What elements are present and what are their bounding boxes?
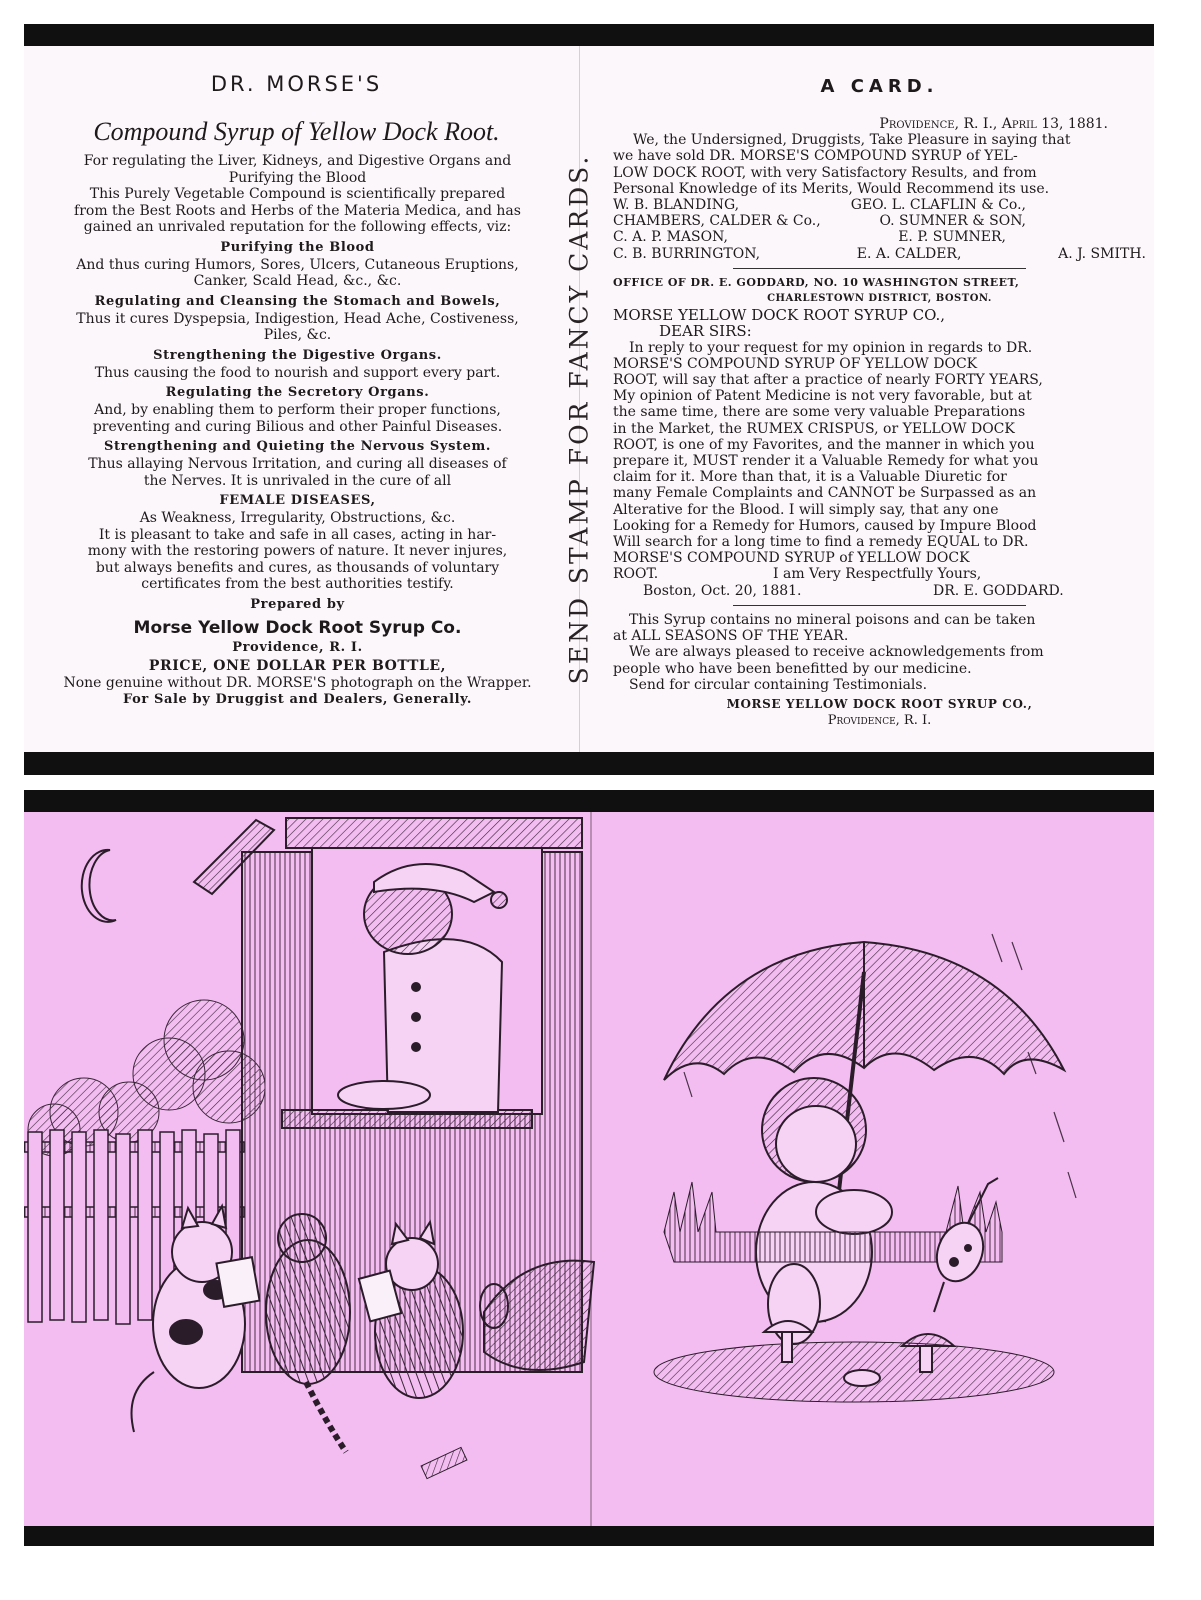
- company-location: Providence, R. I.: [232, 639, 363, 655]
- section-heading: Regulating and Cleansing the Stomach and Bowels,: [94, 293, 501, 309]
- divider-rule: [733, 268, 1026, 269]
- section-text: preventing and curing Bilious and other Painful Diseases.: [92, 418, 503, 435]
- footer-location: Providence, R. I.: [827, 712, 932, 728]
- closing-line: It is pleasant to take and safe in all cases, acting in har-: [98, 526, 497, 543]
- section-heading: Strengthening and Quieting the Nervous System.: [104, 439, 491, 454]
- druggist-name: CHAMBERS, CALDER & Co.,: [613, 213, 821, 230]
- divider-rule: [733, 605, 1026, 606]
- ad-subtitle: Compound Syrup of Yellow Dock Root.: [93, 117, 500, 146]
- company-name: Morse Yellow Dock Root Syrup Co.: [133, 617, 462, 638]
- advertisement-panel: [24, 46, 569, 709]
- price-line: PRICE, ONE DOLLAR PER BOTTLE,: [148, 657, 447, 674]
- druggist-name: GEO. L. CLAFLIN & Co.,: [850, 197, 1026, 214]
- letter-line: ROOT, is one of my Favorites, and the manner in which you: [613, 436, 1035, 453]
- note-line: people who have been benefitted by our medicine.: [613, 660, 972, 677]
- section-text: Thus allaying Nervous Irritation, and curing all diseases of: [88, 456, 507, 472]
- prepared-by: Prepared by: [250, 596, 345, 612]
- bottom-frame-bar: [24, 1526, 1154, 1546]
- letter-line: MORSE'S COMPOUND SYRUP of YELLOW DOCK: [613, 550, 970, 567]
- section-heading: Strengthening the Digestive Organs.: [153, 347, 442, 363]
- section-heading: FEMALE DISEASES,: [219, 493, 376, 508]
- desc-line: from the Best Roots and Herbs of the Materia Medica, and has: [74, 202, 521, 219]
- section-text: Thus it cures Dyspepsia, Indigestion, Head Ache, Costiveness,: [76, 310, 519, 327]
- intro-line: we have sold DR. MORSE'S COMPOUND SYRUP of YEL-: [613, 148, 1018, 165]
- section-text: the Nerves. It is unrivaled in the cure of all: [143, 472, 452, 489]
- letter-line: many Female Complaints and CANNOT be Surpassed as an: [613, 485, 1037, 502]
- brick-icon: [421, 1447, 467, 1478]
- intro-line: Purifying the Blood: [228, 169, 367, 186]
- card-title: A CARD.: [820, 76, 939, 97]
- section-text: Canker, Scald Head, &c., &c.: [193, 273, 402, 289]
- intro-line: LOW DOCK ROOT, with very Satisfactory Results, and from: [613, 164, 1037, 181]
- place-date: Boston, Oct. 20, 1881.: [643, 582, 802, 599]
- section-text: Thus causing the food to nourish and support every part.: [94, 364, 501, 381]
- letter-line: claim for it. More than that, it is a Valuable Diuretic for: [613, 469, 1007, 486]
- druggist-name: E. P. SUMNER,: [898, 229, 1006, 246]
- note-line: Send for circular containing Testimonials.: [629, 676, 928, 693]
- letter-line: MORSE'S COMPOUND SYRUP OF YELLOW DOCK: [613, 355, 978, 372]
- signature: DR. E. GODDARD.: [933, 582, 1064, 599]
- signature-row: [613, 583, 1146, 599]
- sign-off: I am Very Respectfully Yours,: [773, 566, 982, 583]
- druggist-name: C. B. BURRINGTON,: [613, 245, 761, 262]
- druggist-name: O. SUMNER & SON,: [879, 213, 1026, 230]
- intro-line: Personal Knowledge of its Merits, Would Recommend its use.: [613, 180, 1050, 197]
- letter-line: the same time, there are some very valuable Preparations: [613, 404, 1026, 421]
- druggist-row: [613, 246, 1146, 262]
- addressee: MORSE YELLOW DOCK ROOT SYRUP CO.,: [613, 306, 946, 325]
- note-line: at ALL SEASONS OF THE YEAR.: [613, 628, 849, 645]
- section-text: And, by enabling them to perform their proper functions,: [94, 402, 501, 418]
- note-line: We are always pleased to receive acknowledgements from: [629, 644, 1044, 661]
- sale-line: For Sale by Druggist and Dealers, Generally.: [123, 692, 472, 707]
- child-figure: [756, 1078, 892, 1344]
- section-text: And thus curing Humors, Sores, Ulcers, Cutaneous Eruptions,: [76, 256, 519, 273]
- child-umbrella-scene: [654, 934, 1076, 1402]
- letter-line: Looking for a Remedy for Humors, caused by Impure Blood: [613, 517, 1037, 534]
- footer-company: MORSE YELLOW DOCK ROOT SYRUP CO.,: [726, 696, 1033, 711]
- cats-serenade-scene: [24, 818, 594, 1479]
- desc-line: This Purely Vegetable Compound is scientifically prepared: [89, 186, 506, 202]
- genuine-line: None genuine without DR. MORSE'S photograph on the Wrapper.: [63, 674, 532, 691]
- middle-frame-bar-2: [24, 790, 1154, 812]
- moon-icon: [82, 850, 116, 922]
- office-line: OFFICE OF DR. E. GODDARD, NO. 10 WASHINGTON STREET,: [613, 275, 1020, 289]
- ad-title: DR. MORSE'S: [210, 72, 383, 96]
- druggist-row: [613, 197, 1146, 213]
- druggist-name: W. B. BLANDING,: [613, 197, 740, 214]
- druggist-name: E. A. CALDER,: [856, 245, 962, 262]
- druggist-row: [613, 229, 1146, 245]
- letter-line: ROOT, will say that after a practice of nearly FORTY YEARS,: [613, 372, 1043, 389]
- salutation: DEAR SIRS:: [659, 322, 752, 341]
- dateline: Providence, R. I., April 13, 1881.: [879, 116, 1108, 132]
- note-line: This Syrup contains no mineral poisons and can be taken: [629, 611, 1036, 628]
- testimonial-panel: [613, 46, 1146, 729]
- middle-frame-bar: [24, 752, 1154, 775]
- closing-line: mony with the restoring powers of nature. It never injures,: [87, 543, 508, 559]
- letter-line: Will search for a long time to find a remedy EQUAL to DR.: [613, 534, 1029, 551]
- letter-close-row: [613, 566, 1146, 582]
- trade-card-front: [24, 812, 1154, 1526]
- top-frame-bar: [24, 24, 1154, 46]
- letter-line: in the Market, the RUMEX CRISPUS, or YELLOW DOCK: [613, 420, 1015, 437]
- druggist-name: A. J. SMITH.: [1058, 245, 1146, 262]
- section-heading: Purifying the Blood: [220, 239, 375, 255]
- letter-line: Alterative for the Blood. I will simply say, that any one: [613, 501, 999, 518]
- illustrations: [24, 812, 1154, 1526]
- section-text: Piles, &c.: [263, 327, 332, 343]
- send-stamp-vertical-text: SEND STAMP FOR FANCY CARDS.: [564, 153, 594, 685]
- office-line: CHARLESTOWN DISTRICT, BOSTON.: [767, 293, 992, 305]
- druggist-name: C. A. P. MASON,: [613, 229, 728, 246]
- letter-line: My opinion of Patent Medicine is not very favorable, but at: [613, 388, 1032, 405]
- intro-line: For regulating the Liver, Kidneys, and Digestive Organs and: [83, 153, 512, 169]
- letter-line: ROOT.: [613, 566, 659, 583]
- closing-line: but always benefits and cures, as thousands of voluntary: [95, 559, 500, 576]
- intro-line: We, the Undersigned, Druggists, Take Pleasure in saying that: [633, 132, 1071, 149]
- section-heading: Regulating the Secretory Organs.: [165, 385, 430, 400]
- desc-line: gained an unrivaled reputation for the following effects, viz:: [83, 219, 512, 235]
- closing-line: certificates from the best authorities testify.: [141, 576, 454, 592]
- trade-card-back: [24, 46, 1154, 752]
- letter-line: In reply to your request for my opinion in regards to DR.: [629, 339, 1033, 356]
- druggist-row: [613, 213, 1146, 229]
- letter-line: prepare it, MUST render it a Valuable Remedy for what you: [613, 453, 1039, 470]
- section-text: As Weakness, Irregularity, Obstructions, &c.: [139, 510, 456, 526]
